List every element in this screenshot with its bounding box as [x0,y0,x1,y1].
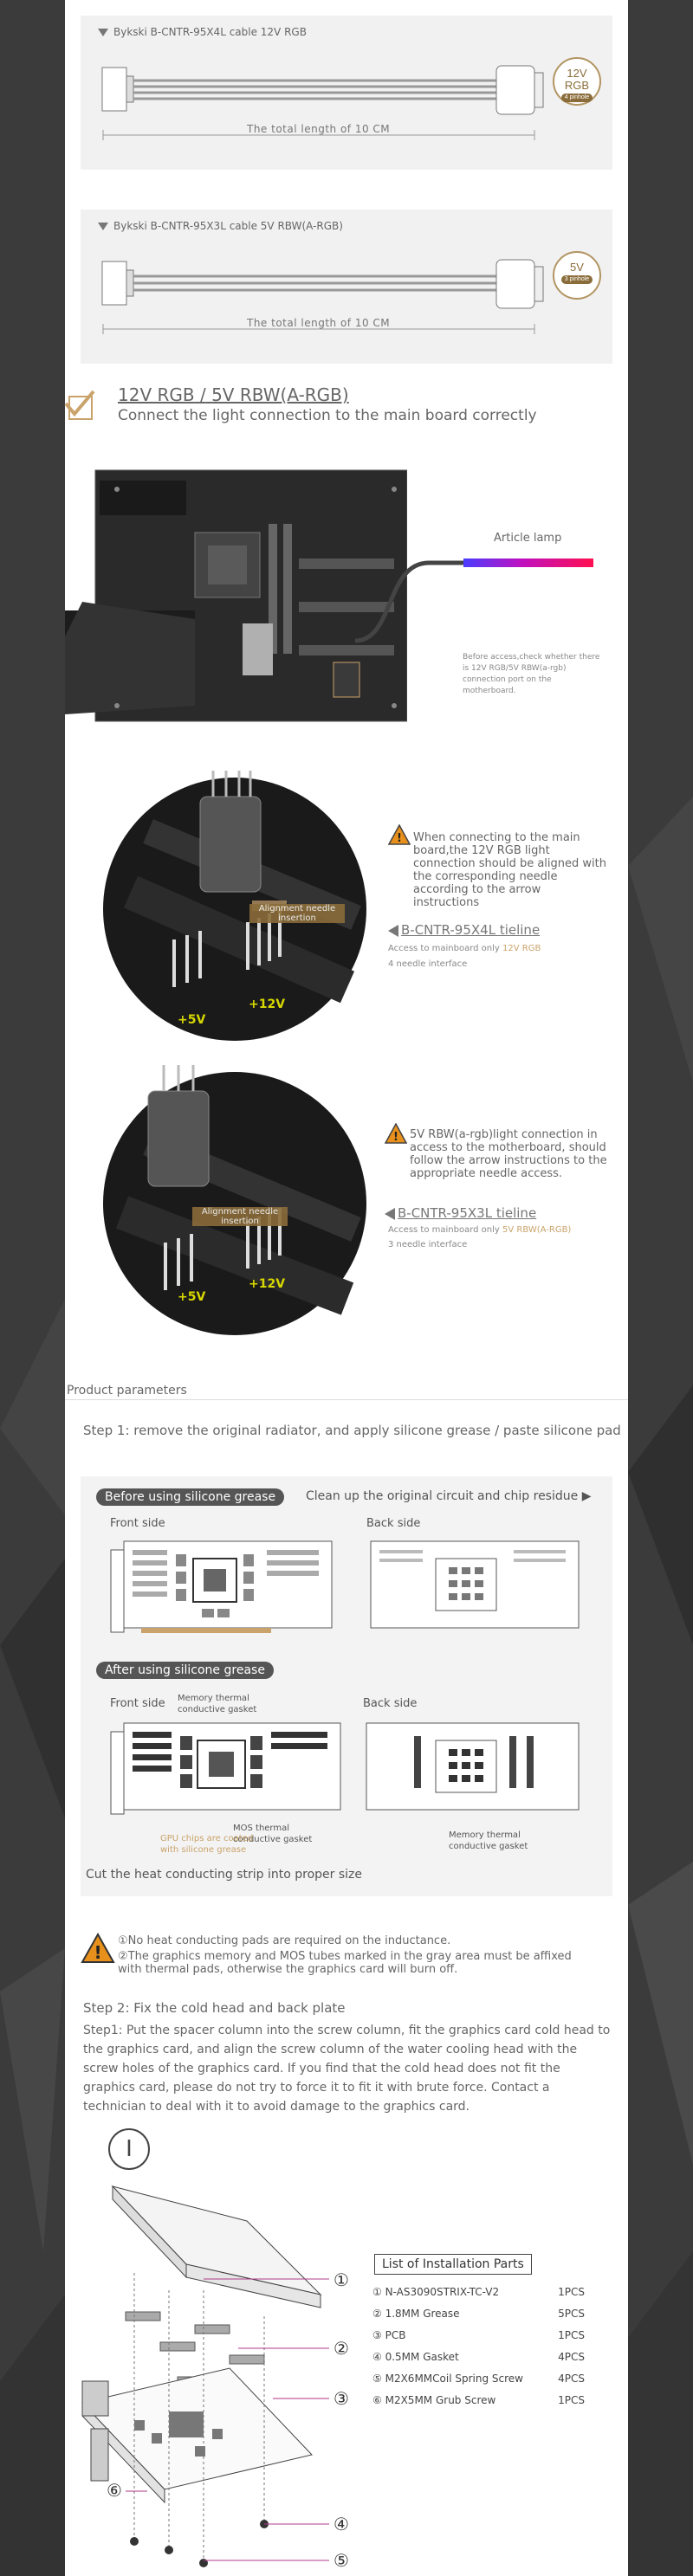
warning-text-12v: When connecting to the main board,the 12V RGB light connection should be aligned with the corresponding needle according to the arrow instructions [413,831,606,909]
parts-row: ⑥ M2X5MM Grub Screw 1PCS [372,2394,585,2406]
parts-row: ⑤ M2X6MMCoil Spring Screw 4PCS [372,2373,585,2385]
callout-6: ⑥ [107,2480,122,2501]
pcb-front-after [107,1719,349,1827]
warning-large-icon [81,1933,115,1964]
tieline-arrow-icon [385,1208,395,1220]
article-lamp-cable [342,546,619,649]
step1-title: Step 1: remove the original radiator, and apply silicone grease / paste silicone pad [83,1423,621,1438]
cable-card-12v [81,16,612,170]
step2-body: Step1: Put the spacer column into the screw column, fit the graphics card cold head to the graphics card, and align the screw column of the water cooling head with the screw holes of the graphics card. If you find that the cold head does not fit the graphics card, please do not try to force it to fit it with brute force. Contact a technician to deal with it to avoid damage to the graphics card. [83,2024,611,2114]
roman-numeral-badge: Ⅰ [108,2128,150,2170]
parts-row: ③ PCB 1PCS [372,2329,585,2341]
access-5v: Access to mainboard only 5V RBW(A-RGB) [388,1225,572,1235]
checkmark-icon [62,388,97,423]
cut-strip-note: Cut the heat conducting strip into proper size [86,1868,362,1882]
board-label-12v-b: +5V [178,1013,206,1027]
callout-3: ③ [334,2388,349,2409]
callout-1: ① [334,2269,349,2290]
note-line-2: ②The graphics memory and MOS tubes marked in the gray area must be affixed with thermal pads, otherwise the graphics card will burn off. [118,1950,572,1976]
callout-5: ⑤ [334,2550,349,2571]
front-side-label-2: Front side [110,1697,165,1710]
tieline-5v: B-CNTR-95X3L tieline [398,1205,537,1221]
parts-row: ④ 0.5MM Gasket 4PCS [372,2351,585,2363]
memory-pad-label: Memory thermal conductive gasket [178,1694,257,1714]
content-column [65,0,628,2576]
badge-12v-rgb: 12V RGB 4 pinhole [553,57,601,106]
tieline-arrow-icon [388,925,398,937]
before-grease-label: Before using silicone grease [96,1488,284,1506]
play-arrow-icon: ▶ [581,1489,592,1503]
step2-title: Step 2: Fix the cold head and back plate [83,2000,346,2016]
alignment-label-12v: Alignment needle insertion [249,904,345,923]
access-12v: Access to mainboard only 12V RGB [388,944,541,953]
back-side-label: Back side [366,1517,421,1530]
cable-length-label: The total length of 10 CM [247,123,391,135]
rgb5-closeup-image [96,1065,373,1342]
grease-card [81,1476,612,1896]
warning-icon [388,824,411,845]
article-lamp-label: Article lamp [494,532,562,545]
cable-title: Bykski B-CNTR-95X4L cable 12V RGB [98,26,307,38]
triangle-down-icon [98,223,108,230]
cable-title: Bykski B-CNTR-95X3L cable 5V RBW(A-RGB) [98,220,343,232]
svg-text:!: ! [393,1131,398,1144]
cable-length-label: The total length of 10 CM [247,317,391,329]
interface-12v: 4 needle interface [388,959,468,969]
note-line-1: ①No heat conducting pads are required on the inductance. [118,1934,451,1947]
parts-row: ② 1.8MM Grease 5PCS [372,2308,585,2320]
pcb-front-before [107,1533,340,1641]
front-side-label: Front side [110,1517,165,1530]
triangle-down-icon [98,29,108,36]
board-label-12v-a: +12V [249,997,286,1011]
cable-card-5v [81,210,612,364]
gpu-coated-label: GPU chips are coated with silicone grease [160,1834,254,1855]
pcb-back-before [362,1533,587,1641]
warning-text-5v: 5V RBW(a-rgb)light connection in access to the motherboard, should follow the arrow instructions to the appropriate needle access. [410,1128,607,1180]
after-grease-label: After using silicone grease [96,1662,274,1679]
interface-5v: 3 needle interface [388,1240,468,1249]
svg-text:!: ! [94,1942,102,1963]
back-side-label-2: Back side [363,1697,418,1710]
connection-title: 12V RGB / 5V RBW(A-RGB) [118,384,349,405]
connection-check-note: Before access,check whether there is 12V RGB/5V RBW(a-rgb) connection port on the motherboard. [463,653,600,695]
cleanup-note: Clean up the original circuit and chip residue ▶ [306,1489,592,1503]
connection-subtitle: Connect the light connection to the main board correctly [118,407,537,424]
product-parameters-label: Product parameters [67,1384,187,1398]
board-label-5v-b: +12V [249,1277,286,1291]
callout-2: ② [334,2338,349,2359]
callout-4: ④ [334,2514,349,2534]
svg-text:!: ! [397,832,402,845]
tieline-12v: B-CNTR-95X4L tieline [401,922,541,938]
parts-list [372,2286,585,2416]
alignment-label-5v: Alignment needle insertion [192,1207,288,1226]
warning-icon [385,1123,407,1144]
mos-pad-label: MOS thermal conductive gasket [233,1824,313,1844]
board-label-5v-a: +5V [178,1290,206,1304]
memory-pad-back-label: Memory thermal conductive gasket [449,1830,528,1851]
parts-row: ① N-AS3090STRIX-TC-V2 1PCS [372,2286,585,2298]
section-divider [65,1399,628,1400]
pcb-back-after [362,1719,587,1827]
badge-5v: 5V 3 pinhole [553,251,601,300]
parts-list-title: List of Installation Parts [374,2254,532,2275]
